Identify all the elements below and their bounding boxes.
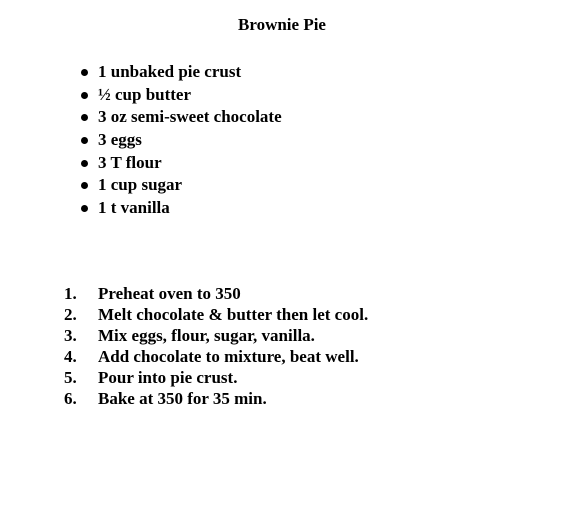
bullet-icon xyxy=(81,182,88,189)
step-number: 6. xyxy=(64,389,77,408)
bullet-icon xyxy=(81,137,88,144)
bullet-icon xyxy=(81,92,88,99)
step-text: Melt chocolate & butter then let cool. xyxy=(98,305,369,324)
ingredient-text: 1 unbaked pie crust xyxy=(98,62,242,81)
step-text: Preheat oven to 350 xyxy=(98,284,241,303)
ingredient-text: 1 cup sugar xyxy=(98,175,183,195)
step-number: 1. xyxy=(64,284,77,303)
ingredient-text: 1 t vanilla xyxy=(98,198,170,218)
step-text: Mix eggs, flour, sugar, vanilla. xyxy=(98,326,315,345)
step-text: Add chocolate to mixture, beat well. xyxy=(98,347,359,366)
step-number: 3. xyxy=(64,326,77,345)
bullet-icon xyxy=(81,205,88,212)
bullet-icon xyxy=(81,69,88,76)
ingredient-text: 3 eggs xyxy=(98,130,142,150)
step-number: 2. xyxy=(64,305,77,324)
step-number: 4. xyxy=(64,347,77,366)
step-text: Pour into pie crust. xyxy=(98,368,238,387)
bullet-icon xyxy=(81,114,88,121)
ingredient-text: ½ cup butter xyxy=(98,84,192,104)
step-text: Bake at 350 for 35 min. xyxy=(98,389,267,408)
ingredient-text: 3 oz semi-sweet chocolate xyxy=(98,107,282,127)
bullet-icon xyxy=(81,160,88,167)
ingredient-text: 3 T flour xyxy=(98,152,162,172)
step-number: 5. xyxy=(64,368,77,387)
document-title: Brownie Pie xyxy=(238,15,326,34)
